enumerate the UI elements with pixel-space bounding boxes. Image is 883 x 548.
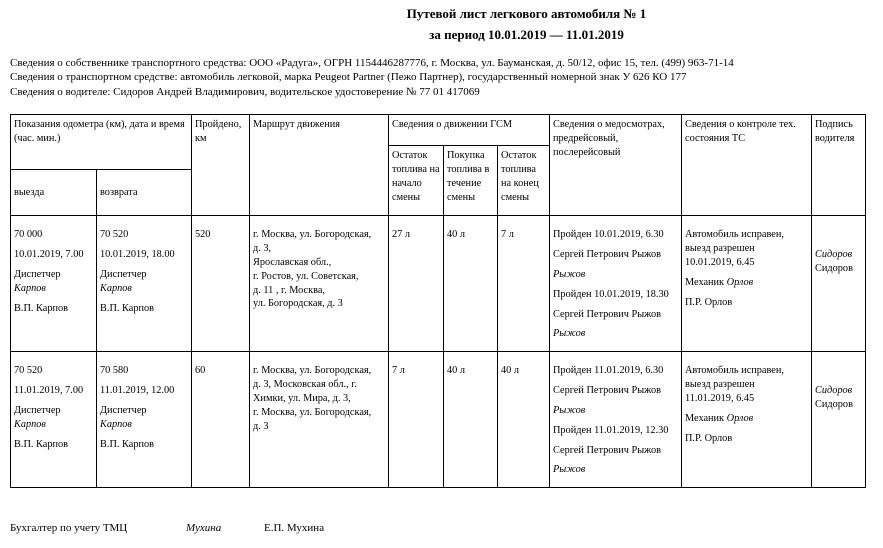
medical-post-signature: Рыжов	[553, 328, 586, 340]
header-distance: Пройдено, км	[192, 115, 250, 216]
return-role: Диспетчер	[100, 404, 147, 416]
fuel-end-cell: 7 л	[498, 216, 550, 352]
departure-odometer: 70 000	[14, 229, 43, 240]
medical-pre-signature: Рыжов	[553, 268, 586, 280]
technical-name: П.Р. Орлов	[685, 296, 733, 308]
table-row	[11, 352, 866, 488]
route-line: г. Ростов, ул. Советская,	[253, 270, 359, 282]
header-odometer: Показания одометра (км), дата и время (час. мин.)	[11, 115, 192, 170]
fuel-start-cell: 27 л	[389, 216, 444, 352]
medical-cell	[550, 216, 682, 352]
technical-line: 10.01.2019, 6.45	[685, 256, 755, 268]
header-fuel-end: Остаток топлива на конец смены	[498, 146, 550, 216]
return-cell	[97, 352, 192, 488]
header-return: возврата	[97, 170, 192, 216]
distance-cell: 520	[192, 216, 250, 352]
route-cell	[250, 352, 389, 488]
return-odometer: 70 520	[100, 229, 129, 240]
table-row	[11, 216, 866, 352]
distance-cell: 60	[192, 352, 250, 488]
technical-mechanic	[685, 276, 808, 290]
header-signature: Подпись водителя	[812, 115, 866, 216]
route-line: Ярославская обл.,	[253, 256, 332, 268]
accountant-role: Бухгалтер по учету ТМЦ	[10, 522, 128, 534]
medical-post: Пройден 11.01.2019, 12.30	[553, 424, 669, 436]
departure-cell	[11, 216, 97, 352]
vehicle-info: Сведения о транспортном средстве: автомобиль легковой, марка Peugeot Partner (Пежо Партнер), государственный номерной знак У 626 КО 177	[10, 71, 687, 83]
document-period: за период 10.01.2019 — 11.01.2019	[429, 27, 624, 42]
header-fuel-purchase: Покупка топлива в течение смены	[444, 146, 498, 216]
return-role: Диспетчер	[100, 268, 147, 280]
departure-cell	[11, 352, 97, 488]
driver-signature: Сидоров	[815, 385, 853, 396]
header-fuel-start: Остаток топлива на начало смены	[389, 146, 444, 216]
technical-line: выезд разрешен	[685, 242, 755, 254]
medical-cell	[550, 352, 682, 488]
medical-post-name: Сергей Петрович Рыжов	[553, 308, 662, 320]
technical-line: Автомобиль исправен,	[685, 365, 784, 376]
return-cell	[97, 216, 192, 352]
route-line: г. Москва, ул. Богородская,	[253, 406, 372, 418]
technical-mechanic-label: Механик	[685, 276, 725, 288]
medical-pre-name: Сергей Петрович Рыжов	[553, 384, 662, 396]
signature-cell	[812, 352, 866, 488]
route-line: д. 3	[253, 420, 269, 432]
route-line: д. 11 , г. Москва,	[253, 284, 325, 296]
accountant-name: Е.П. Мухина	[264, 522, 325, 534]
return-signature: Карпов	[100, 282, 132, 294]
return-datetime: 10.01.2019, 18.00	[100, 248, 175, 260]
medical-pre: Пройден 10.01.2019, 6.30	[553, 229, 664, 240]
medical-pre-signature: Рыжов	[553, 404, 586, 416]
return-name: В.П. Карпов	[100, 438, 154, 450]
driver-info: Сведения о водителе: Сидоров Андрей Владимирович, водительское удостоверение № 77 01 417069	[10, 86, 480, 98]
medical-pre: Пройден 11.01.2019, 6.30	[553, 365, 664, 376]
technical-cell	[682, 352, 812, 488]
medical-pre-name: Сергей Петрович Рыжов	[553, 248, 662, 260]
technical-signature: Орлов	[726, 412, 754, 424]
departure-role: Диспетчер	[14, 404, 61, 416]
route-line: д. 3,	[253, 242, 272, 254]
signature-cell	[812, 216, 866, 352]
route-line: ул. Богородская, д. 3	[253, 298, 343, 310]
route-cell	[250, 216, 389, 352]
fuel-start-cell: 7 л	[389, 352, 444, 488]
technical-signature: Орлов	[726, 276, 754, 288]
header-route: Маршрут движения	[250, 115, 389, 216]
departure-odometer: 70 520	[14, 365, 43, 376]
departure-datetime: 11.01.2019, 7.00	[14, 384, 84, 396]
route-line: д. 3, Московская обл., г.	[253, 378, 357, 390]
technical-name: П.Р. Орлов	[685, 432, 733, 444]
driver-name: Сидоров	[815, 398, 853, 410]
return-datetime: 11.01.2019, 12.00	[100, 384, 175, 396]
fuel-purchase-cell: 40 л	[444, 352, 498, 488]
medical-post: Пройден 10.01.2019, 18.30	[553, 288, 669, 300]
document-title: Путевой лист легкового автомобиля № 1	[406, 6, 647, 21]
driver-name: Сидоров	[815, 262, 853, 274]
technical-cell	[682, 216, 812, 352]
technical-line: Автомобиль исправен,	[685, 229, 784, 240]
header-fuel: Сведения о движении ГСМ	[389, 115, 550, 146]
fuel-end-cell: 40 л	[498, 352, 550, 488]
return-name: В.П. Карпов	[100, 302, 154, 314]
header-technical: Сведения о контроле тех. состояния ТС	[682, 115, 812, 216]
medical-post-name: Сергей Петрович Рыжов	[553, 444, 662, 456]
route-line: г. Москва, ул. Богородская,	[253, 229, 372, 240]
route-line: Химки, ул. Мира, д. 3,	[253, 392, 351, 404]
header-departure: выезда	[11, 170, 97, 216]
departure-signature: Карпов	[14, 418, 46, 430]
departure-signature: Карпов	[14, 282, 46, 294]
waybill-table	[10, 114, 866, 488]
departure-name: В.П. Карпов	[14, 302, 68, 314]
technical-mechanic-label: Механик	[685, 412, 725, 424]
owner-info: Сведения о собственнике транспортного средства: ООО «Радуга», ОГРН 1154446287776, г. Москва, ул. Бауманская, д. 50/12, офис 15, тел. (499) 963-71-14	[10, 57, 734, 69]
fuel-purchase-cell: 40 л	[444, 216, 498, 352]
technical-line: выезд разрешен	[685, 378, 755, 390]
technical-mechanic	[685, 412, 808, 426]
medical-post-signature: Рыжов	[553, 464, 586, 476]
return-odometer: 70 580	[100, 365, 129, 376]
header-medical: Сведения о медосмотрах, предрейсовый, послерейсовый	[550, 115, 682, 216]
departure-role: Диспетчер	[14, 268, 61, 280]
driver-signature: Сидоров	[815, 249, 853, 260]
departure-datetime: 10.01.2019, 7.00	[14, 248, 84, 260]
route-line: г. Москва, ул. Богородская,	[253, 365, 372, 376]
accountant-signature: Мухина	[186, 522, 222, 534]
departure-name: В.П. Карпов	[14, 438, 68, 450]
return-signature: Карпов	[100, 418, 132, 430]
technical-line: 11.01.2019, 6.45	[685, 392, 755, 404]
